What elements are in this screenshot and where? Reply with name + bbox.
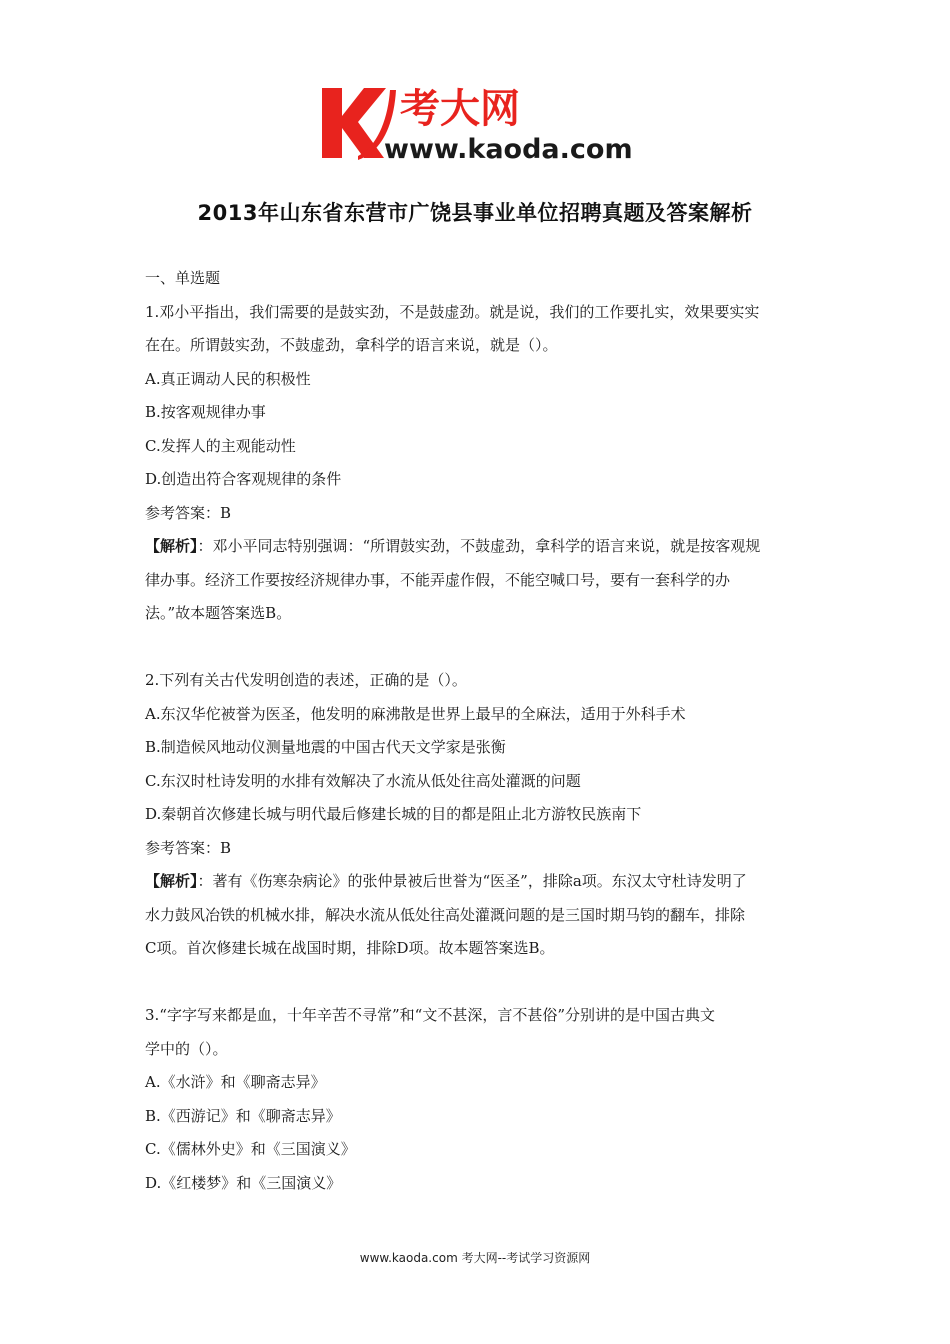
logo-brand-text: 考大网 (400, 86, 520, 132)
question-1-analysis-line-1 (145, 530, 815, 564)
question-3-stem-line-2: 学中的（）。 (145, 1039, 228, 1058)
question-1-option-d: D.创造出符合客观规律的条件 (145, 470, 342, 488)
question-1-stem-line-2: 在在。所谓鼓实劲，不鼓虚劲，拿科学的语言来说，就是（）。 (145, 336, 558, 354)
question-2-option-a: A.东汉华佗被誉为医圣，他发明的麻沸散是世界上最早的全麻法，适用于外科手术 (145, 704, 686, 723)
question-1-option-a: A.真正调动人民的积极性 (145, 369, 311, 388)
question-2-option-d: D.秦朝首次修建长城与明代最后修建长城的目的都是阻止北方游牧民族南下 (145, 805, 642, 823)
document-title: 2013年山东省东营市广饶县事业单位招聘真题及答案解析 (197, 201, 753, 225)
site-logo[interactable] (318, 78, 648, 168)
question-2-answer: 参考答案：B (145, 838, 232, 857)
spacer (145, 966, 815, 1000)
logo-site-text: www.kaoda.com (384, 134, 633, 165)
question-2-analysis-line-1 (145, 865, 815, 899)
question-3-option-d: D.《红楼梦》和《三国演义》 (145, 1173, 342, 1192)
kaoda-logo-graphic (318, 78, 648, 168)
analysis-text: ：邓小平同志特别强调：“所谓鼓实劲，不鼓虚劲，拿科学的语言来说，就是按客观规 (197, 537, 761, 555)
spacer (145, 631, 815, 665)
analysis-text: ：著有《伤寒杂病论》的张仲景被后世誉为“医圣”，排除a项。东汉太守杜诗发明了 (197, 872, 747, 890)
question-1-option-b: B.按客观规律办事 (145, 403, 266, 421)
analysis-label: 【解析】 (145, 872, 198, 890)
question-1 (145, 296, 815, 631)
question-1-option-c: C.发挥人的主观能动性 (145, 436, 296, 455)
question-3 (145, 999, 815, 1200)
question-2 (145, 664, 815, 966)
question-3-option-c: C.《儒林外史》和《三国演义》 (145, 1140, 356, 1158)
question-3-option-b: B.《西游记》和《聊斋志异》 (145, 1106, 341, 1125)
page-footer: www.kaoda.com 考大网--考试学习资源网 (359, 1251, 591, 1265)
analysis-label: 【解析】 (145, 537, 198, 555)
question-3-option-a: A.《水浒》和《聊斋志异》 (145, 1073, 326, 1091)
question-1-stem-line-1: 1.邓小平指出，我们需要的是鼓实劲，不是鼓虚劲。就是说，我们的工作要扎实，效果要实实 (145, 302, 760, 321)
question-1-answer: 参考答案：B (145, 503, 232, 522)
question-2-stem-line-1: 2.下列有关古代发明创造的表述，正确的是（）。 (145, 671, 467, 689)
question-3-stem-line-1: 3.“字字写来都是血，十年辛苦不寻常”和“文不甚深，言不甚俗”分别讲的是中国古典文 (145, 1006, 715, 1024)
question-1-analysis-line-2: 律办事。经济工作要按经济规律办事，不能弄虚作假，不能空喊口号，要有一套科学的办 (145, 570, 731, 589)
question-2-analysis-line-2: 水力鼓风冶铁的机械水排，解决水流从低处往高处灌溉问题的是三国时期马钧的翻车，排除 (145, 905, 746, 924)
question-2-option-b: B.制造候风地动仪测量地震的中国古代天文学家是张衡 (145, 738, 506, 756)
section-heading: 一、单选题 (145, 269, 221, 287)
question-2-analysis-line-3: C项。首次修建长城在战国时期，排除D项。故本题答案选B。 (145, 939, 555, 957)
question-2-option-c: C.东汉时杜诗发明的水排有效解决了水流从低处往高处灌溉的问题 (145, 771, 581, 790)
question-1-analysis-line-3: 法。”故本题答案选B。 (145, 604, 292, 622)
document-body (145, 262, 815, 1200)
